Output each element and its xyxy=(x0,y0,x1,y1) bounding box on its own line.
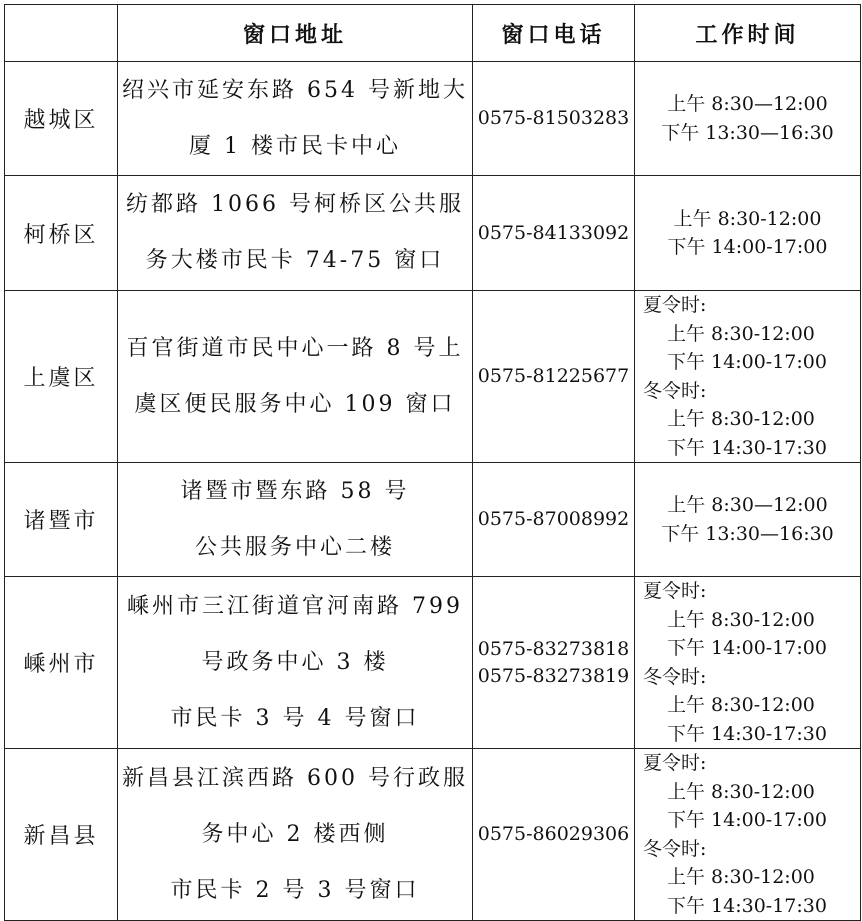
address-line: 厦 1 楼市民卡中心 xyxy=(189,133,401,159)
address-cell xyxy=(118,463,473,577)
hours-pm: 下午 13:30—16:30 xyxy=(661,522,834,545)
hours-am: 上午 8:30-12:00 xyxy=(673,207,822,230)
summer-hours-pm: 下午 14:00-17:00 xyxy=(667,351,827,373)
phone-number: 0575-87008992 xyxy=(477,508,630,530)
address-line: 市民卡 3 号 4 号窗口 xyxy=(170,705,420,731)
address-line: 务大楼市民卡 74-75 窗口 xyxy=(145,248,445,273)
table-header-row xyxy=(5,5,861,62)
hours-cell xyxy=(635,463,861,577)
hours-cell xyxy=(635,176,861,291)
address-line: 绍兴市延安东路 654 号新地大 xyxy=(122,77,468,103)
table-row xyxy=(5,749,861,921)
header-address: 窗口地址 xyxy=(118,5,473,62)
district-cell: 柯桥区 xyxy=(5,176,118,291)
hours-cell xyxy=(635,577,861,749)
hours-pm: 下午 14:00-17:00 xyxy=(667,236,828,258)
address-line: 务中心 2 楼西侧 xyxy=(201,821,389,847)
phone-number: 0575-83273819 xyxy=(477,664,630,687)
phone-number: 0575-84133092 xyxy=(477,221,630,244)
hours-cell xyxy=(635,291,861,463)
hours-cell xyxy=(635,62,861,176)
phone-number: 0575-86029306 xyxy=(477,823,630,845)
phone-cell xyxy=(473,749,635,921)
table-row xyxy=(5,463,861,577)
phone-number: 0575-81503283 xyxy=(477,107,630,129)
address-line: 百官街道市民中心一路 8 号上 xyxy=(126,335,464,361)
address-cell xyxy=(118,176,473,291)
summer-hours-pm: 下午 14:00-17:00 xyxy=(667,809,827,831)
service-window-table xyxy=(4,4,861,921)
winter-hours-am: 上午 8:30-12:00 xyxy=(667,694,815,716)
winter-hours-pm: 下午 14:30-17:30 xyxy=(667,436,827,459)
winter-hours-pm: 下午 14:30-17:30 xyxy=(667,722,827,745)
table-row xyxy=(5,62,861,176)
winter-time-label: 冬令时: xyxy=(643,379,707,402)
hours-am: 上午 8:30—12:00 xyxy=(667,494,828,516)
winter-hours-pm: 下午 14:30-17:30 xyxy=(667,894,827,917)
address-line: 嵊州市三江街道官河南路 799 xyxy=(127,593,463,619)
hours-am: 上午 8:30—12:00 xyxy=(667,93,828,115)
phone-number: 0575-83273818 xyxy=(477,637,630,660)
address-line: 公共服务中心二楼 xyxy=(194,534,395,560)
address-line: 号政务中心 3 楼 xyxy=(201,649,389,675)
summer-time-label: 夏令时: xyxy=(643,752,707,774)
phone-cell xyxy=(473,577,635,749)
summer-hours-am: 上午 8:30-12:00 xyxy=(667,322,815,345)
winter-time-label: 冬令时: xyxy=(643,665,707,688)
table-row xyxy=(5,291,861,463)
summer-hours-pm: 下午 14:00-17:00 xyxy=(667,637,827,659)
address-line: 诸暨市暨东路 58 号 xyxy=(180,478,410,504)
district-cell: 嵊州市 xyxy=(5,577,118,749)
district-cell: 新昌县 xyxy=(5,749,118,921)
table-row xyxy=(5,577,861,749)
hours-pm: 下午 13:30—16:30 xyxy=(661,121,834,144)
header-district xyxy=(5,5,118,62)
header-phone: 窗口电话 xyxy=(473,5,635,62)
summer-hours-am: 上午 8:30-12:00 xyxy=(667,780,815,803)
winter-time-label: 冬令时: xyxy=(643,837,707,860)
hours-cell xyxy=(635,749,861,921)
phone-cell xyxy=(473,463,635,577)
summer-time-label: 夏令时: xyxy=(643,294,707,316)
winter-hours-am: 上午 8:30-12:00 xyxy=(667,408,815,430)
phone-number: 0575-81225677 xyxy=(477,365,630,387)
phone-cell xyxy=(473,291,635,463)
district-cell: 诸暨市 xyxy=(5,463,118,577)
address-cell xyxy=(118,749,473,921)
address-line: 虞区便民服务中心 109 窗口 xyxy=(134,391,456,417)
address-line: 纺都路 1066 号柯桥区公共服 xyxy=(126,192,464,217)
district-cell: 越城区 xyxy=(5,62,118,176)
phone-cell xyxy=(473,176,635,291)
header-hours: 工作时间 xyxy=(635,5,861,62)
phone-cell xyxy=(473,62,635,176)
address-cell xyxy=(118,291,473,463)
summer-time-label: 夏令时: xyxy=(643,580,707,602)
winter-hours-am: 上午 8:30-12:00 xyxy=(667,866,815,888)
address-cell xyxy=(118,577,473,749)
district-cell: 上虞区 xyxy=(5,291,118,463)
table-row xyxy=(5,176,861,291)
address-line: 新昌县江滨西路 600 号行政服 xyxy=(122,765,468,791)
address-cell xyxy=(118,62,473,176)
summer-hours-am: 上午 8:30-12:00 xyxy=(667,608,815,631)
address-line: 市民卡 2 号 3 号窗口 xyxy=(170,877,420,903)
